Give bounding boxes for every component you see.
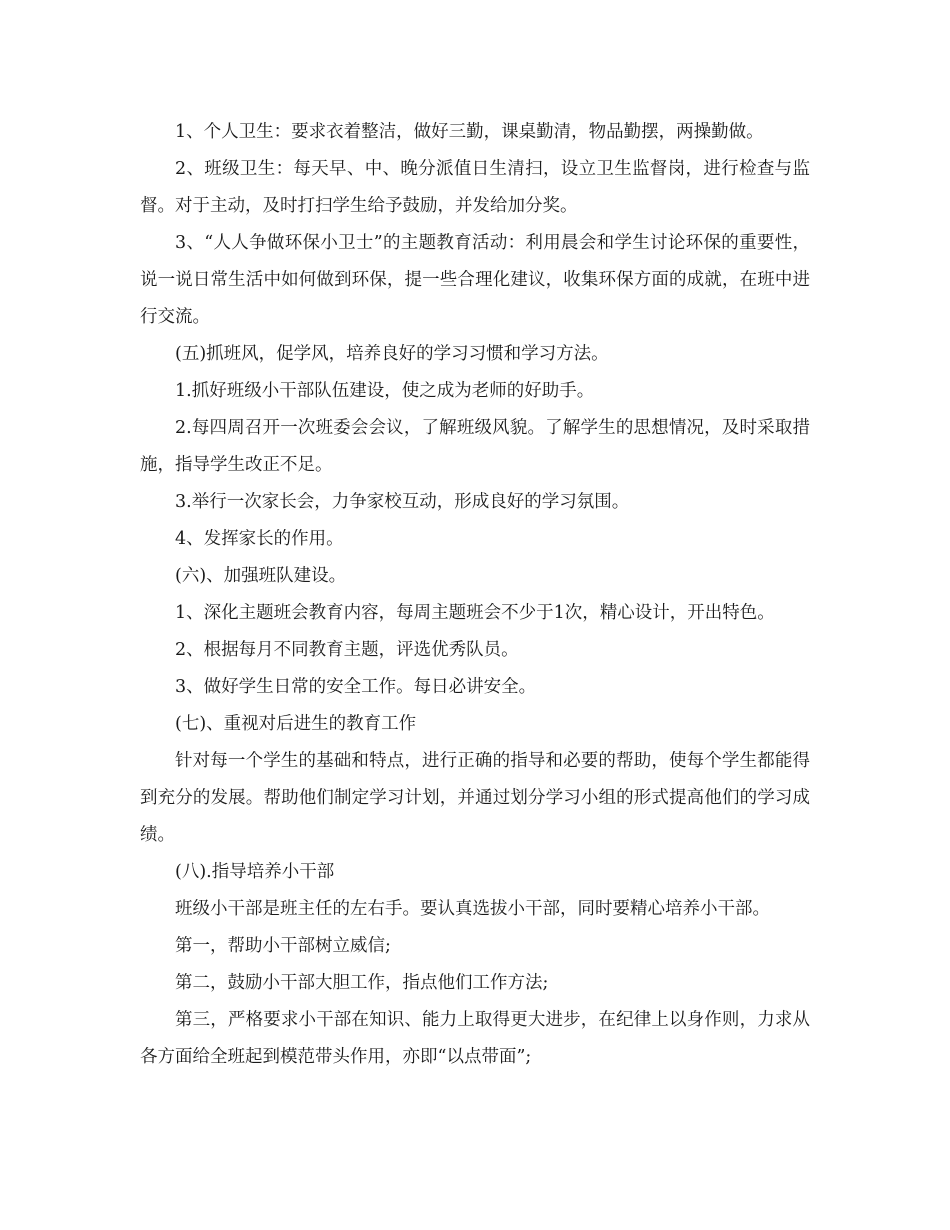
paragraph-safety: 3、做好学生日常的安全工作。每日必讲安全。 xyxy=(175,677,537,697)
section-heading-6: (六)、加强班队建设。 xyxy=(175,566,347,586)
paragraph-excellent-members: 2、根据每月不同教育主题，评选优秀队员。 xyxy=(175,640,519,660)
paragraph-parent-role: 4、发挥家长的作用。 xyxy=(175,529,344,549)
paragraph-first: 第一，帮助小干部树立威信; xyxy=(175,936,391,956)
paragraph-personal-hygiene: 1、个人卫生：要求衣着整洁，做好三勤，课桌勤清，物品勤摆，两操勤做。 xyxy=(175,122,764,142)
paragraph-second: 第二，鼓励小干部大胆工作，指点他们工作方法; xyxy=(175,973,549,993)
paragraph-cadre-selection: 班级小干部是班主任的左右手。要认真选拔小干部，同时要精心培养小干部。 xyxy=(175,899,770,919)
paragraph-third: 第三，严格要求小干部在知识、能力上取得更大进步，在纪律上以身作则，力求从各方面给全班起到模范带头作用，亦即“以点带面”; xyxy=(140,1010,810,1067)
section-heading-7: (七)、重视对后进生的教育工作 xyxy=(175,714,417,734)
paragraph-theme-meeting: 1、深化主题班会教育内容，每周主题班会不少于1次，精心设计，开出特色。 xyxy=(175,603,775,623)
paragraph-class-cadres: 1.抓好班级小干部队伍建设，使之成为老师的好助手。 xyxy=(175,381,595,401)
section-heading-8: (八).指导培养小干部 xyxy=(175,862,335,882)
paragraph-class-hygiene: 2、班级卫生：每天早、中、晚分派值日生清扫，设立卫生监督岗，进行检查与监督。对于主动，及时打扫学生给予鼓励，并发给加分奖。 xyxy=(140,159,810,216)
paragraph-committee-meeting: 2.每四周召开一次班委会会议，了解班级风貌。了解学生的思想情况，及时采取措施，指导学生改正不足。 xyxy=(140,418,810,475)
document-body xyxy=(140,114,810,1076)
paragraph-parent-meeting: 3.举行一次家长会，力争家校互动，形成良好的学习氛围。 xyxy=(175,492,630,512)
paragraph-eco-activity: 3、“人人争做环保小卫士”的主题教育活动：利用晨会和学生讨论环保的重要性，说一说日常生活中如何做到环保，提一些合理化建议，收集环保方面的成就，在班中进行交流。 xyxy=(140,233,810,327)
paragraph-struggling-students: 针对每一个学生的基础和特点，进行正确的指导和必要的帮助，使每个学生都能得到充分的发展。帮助他们制定学习计划，并通过划分学习小组的形式提高他们的学习成绩。 xyxy=(140,751,810,845)
section-heading-5: (五)抓班风，促学风，培养良好的学习习惯和学习方法。 xyxy=(175,344,609,364)
